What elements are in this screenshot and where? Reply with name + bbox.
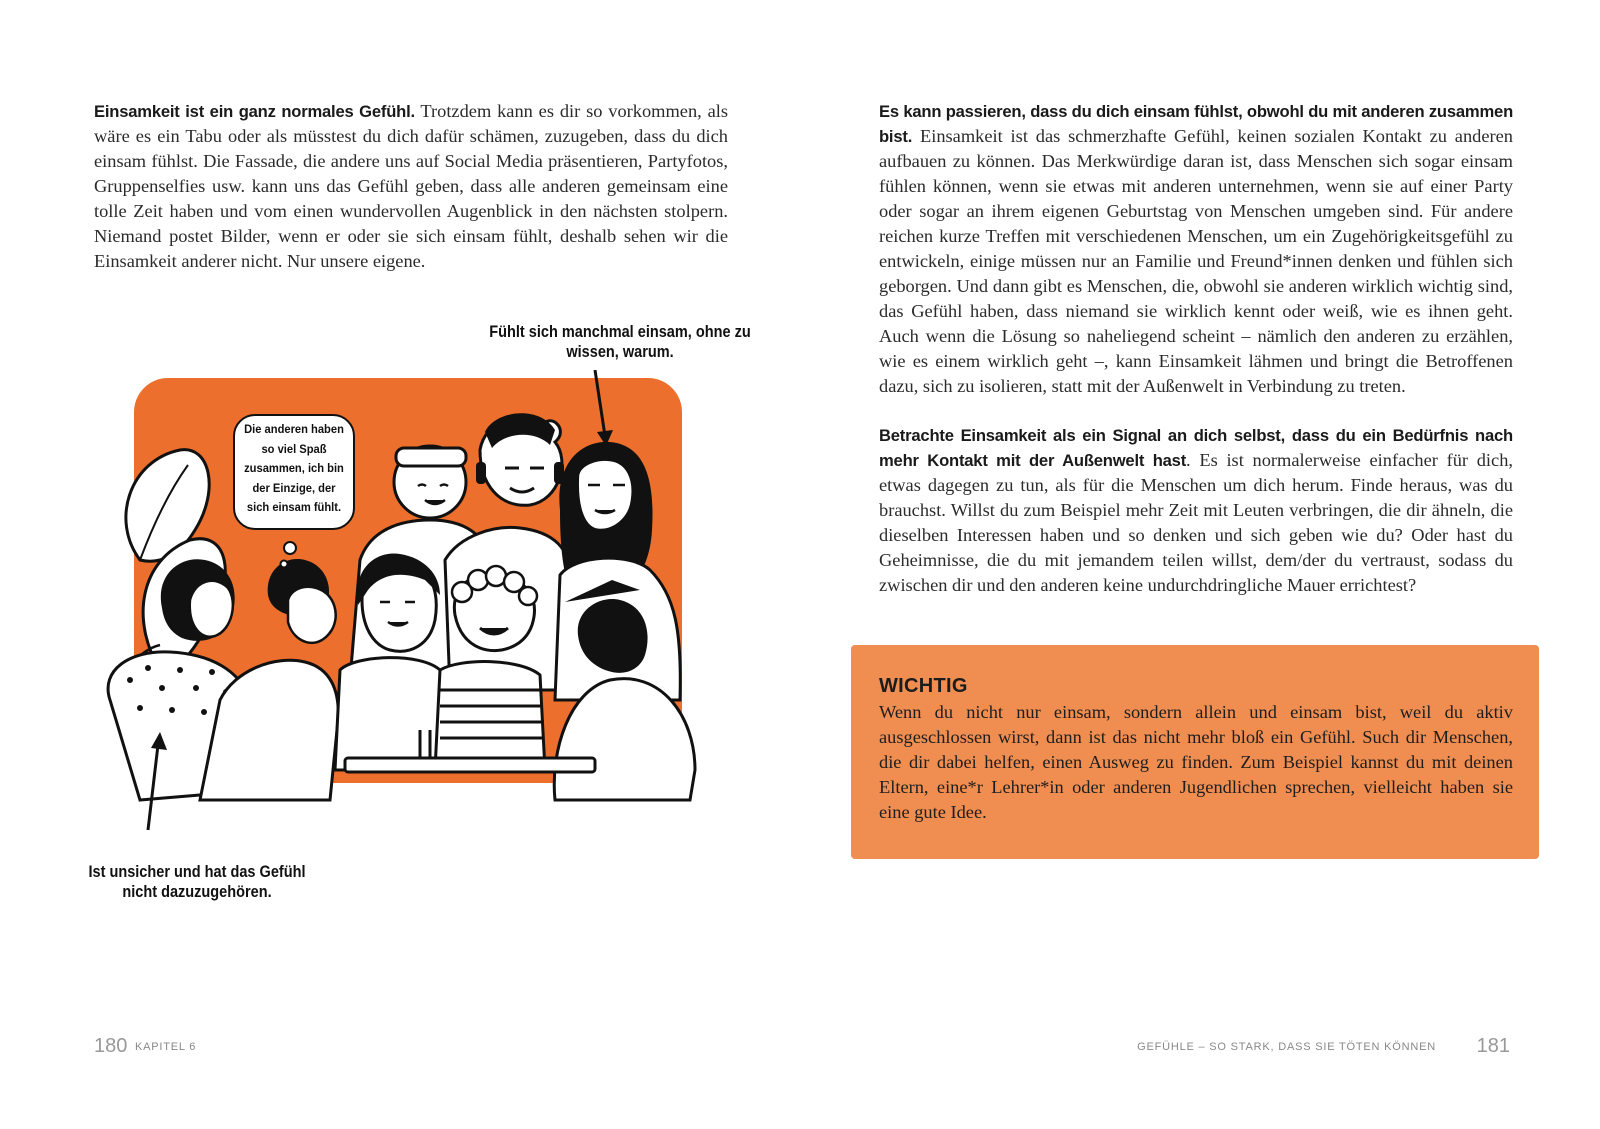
page-number-right: 181 <box>1476 1035 1510 1057</box>
right-body-paragraph-1 <box>879 99 1513 399</box>
left-body-paragraph <box>94 99 728 274</box>
illustration-caption-bottom: Ist unsicher und hat das Gefühl nicht dazuzugehören. <box>88 863 306 901</box>
illustration-caption-top: Fühlt sich manchmal einsam, ohne zu wissen, warum. <box>489 323 751 361</box>
running-footer-right: GEFÜHLE – SO STARK, DASS SIE TÖTEN KÖNNEN <box>1137 1041 1436 1053</box>
speech-bubble <box>233 414 355 530</box>
left-paragraph-lead: Einsamkeit ist ein ganz normales Gefühl. <box>94 102 415 121</box>
right-paragraph-2-lead: Betrachte Einsamkeit als ein Signal an dich selbst, dass du ein Bedürfnis nach mehr Kontakt mit der Außenwelt hast <box>879 426 1513 470</box>
friends-group-illustration <box>100 370 730 840</box>
right-body-paragraph-2 <box>879 423 1513 598</box>
left-paragraph-body: Trotzdem kann es dir so vorkommen, als wäre es ein Tabu oder als müsstest du dich dafür schämen, zuzugeben, dass du dich einsam fühlst. Die Fassade, die andere uns auf Social Media präsentieren, Partyfotos, Gruppenselfies usw. kann uns das Gefühl geben, dass alle anderen gemeinsam eine tolle Zeit haben und vom einen wundervollen Augenblick in den nächsten stolpern. Niemand postet Bilder, wenn er oder sie sich einsam fühlt, deshalb sehen wir die Einsamkeit anderer nicht. Nur unsere eigene. <box>94 101 728 271</box>
page-number-left: 180 <box>94 1035 128 1057</box>
important-notice-title: WICHTIG <box>879 675 968 697</box>
right-paragraph-1-lead: Es kann passieren, dass du dich einsam fühlst, obwohl du mit anderen zusammen bist. <box>879 102 1513 146</box>
right-paragraph-2-body: . Es ist normalerweise einfacher für dich, etwas dagegen zu tun, als für die Menschen um dich herum. Finde heraus, was du brauchst. Willst du zum Beispiel mehr Zeit mit Leuten verbringen, die dir ähneln, die dieselben Interessen haben und so denken und sich geben wie du? Oder hast du Geheimnisse, die du mit jemandem teilen willst, dem/der du vertraust, sodass du zwischen dir und den anderen keine undurchdringliche Mauer errichtest? <box>879 450 1513 595</box>
important-notice-text: Wenn du nicht nur einsam, sondern allein und einsam bist, weil du aktiv ausgeschlossen wirst, dann ist das nicht mehr bloß ein Gefühl. Such dir Menschen, die dir dabei helfen, einen Ausweg zu finden. Zum Beispiel kannst du mit deinen Eltern, eine*r Lehrer*in oder anderen Jugendlichen sprechen, vielleicht haben sie eine gute Idee. <box>879 702 1513 822</box>
running-footer-left: KAPITEL 6 <box>135 1041 197 1053</box>
speech-bubble-text: Die anderen haben so viel Spaß zusammen, ich bin der Einzige, der sich einsam fühlt. <box>244 422 344 514</box>
right-paragraph-1-body: Einsamkeit ist das schmerzhafte Gefühl, keinen sozialen Kontakt zu anderen aufbauen zu können. Das Merkwürdige daran ist, dass Menschen sich sogar einsam fühlen können, wenn sie etwas mit anderen unternehmen, wenn sie auf einer Party oder sogar an ihrem eigenen Geburtstag von Menschen umgeben sind. Für andere reichen kurze Treffen mit verschiedenen Menschen, um ein Zugehörigkeitsgefühl zu entwickeln, einige müssen nur an Familie und Freund*innen denken und fühlen sich geborgen. Und dann gibt es Menschen, die, obwohl sie anderen wirklich wichtig sind, das Gefühl haben, dass niemand sie wirklich kennt oder weiß, wie es ihnen geht. Auch wenn die Lösung so naheliegend scheint – nämlich den anderen zu erzählen, wie es einem wirklich geht –, kann Einsamkeit lähmen und bringt die Betroffenen dazu, sich zu isolieren, statt mit der Außenwelt in Verbindung zu treten. <box>879 126 1513 396</box>
